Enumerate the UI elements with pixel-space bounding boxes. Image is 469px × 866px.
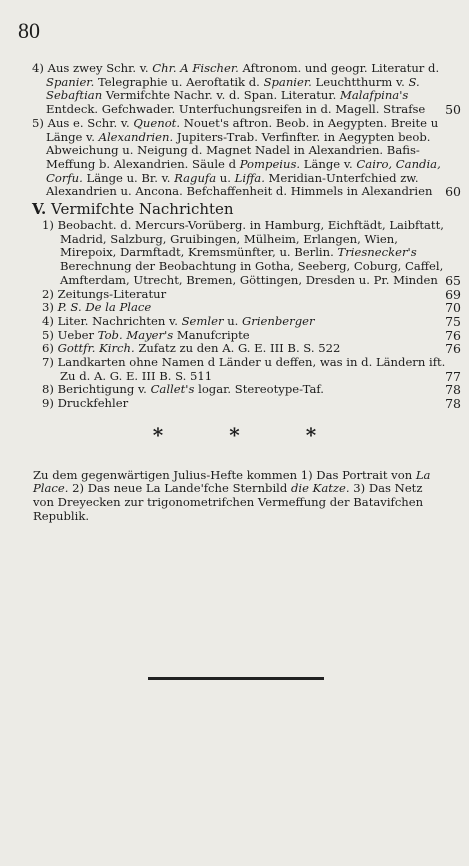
entry-text-run: Jupiters-Trab. Verfinfter. in Aegypten beob. Abweichung u. Neigung d. Magnet Nadel in Alexandrien. Bafis-Meffung b. Alexandrien. Säule d [46, 129, 431, 171]
star-glyph: * [229, 422, 240, 447]
toc-entry [0, 315, 469, 329]
italic-name: Malafpina's [340, 88, 409, 103]
entry-text-run: 8) Berichtigung v. [42, 382, 151, 397]
entry-text-run: Meridian-Unterfchied zw. Alexandrien u. Ancona. Befchaffenheit d. Himmels in Alexandrien [46, 170, 433, 199]
entry-text-run: Telegraphie u. Aeroftatik d. [94, 74, 264, 89]
entry-text-run: Zufatz zu den A. G. E. III B. S. 522 [134, 341, 341, 356]
supplement-note [0, 469, 469, 524]
toc-entry [0, 397, 469, 411]
italic-name: Gottfr. Kirch. [57, 341, 135, 356]
entry-text-run: 1) Beobacht. d. Mercurs-Vorüberg. in Hamburg, Eichftädt, Laibftatt, Madrid, Salzburg, Gruibingen, Mülheim, Erlangen, Wien, Mirepoix, Darmftadt, Kremsmünfter, u. Berlin. [42, 218, 444, 260]
stars-divider [0, 422, 469, 447]
entry-page-number: 77 [445, 368, 461, 384]
entry-page-number: 78 [445, 382, 461, 398]
entry-text-run: Länge u. Br. v. [82, 170, 175, 185]
horizontal-rule [148, 677, 324, 680]
entry-text-run: 7) Landkarten ohne Namen d Länder u deffen, was in d. Ländern ift. Zu d. A. G. E. III B. S. 511 [42, 355, 446, 383]
entry-text-run: logar. Stereotype-Taf. [194, 382, 324, 397]
italic-name: Chr. A Fischer. [152, 61, 239, 75]
entry-page-number: 78 [445, 396, 461, 412]
toc-entry [0, 356, 469, 383]
entry-text-run: Entdeck. Gefchwader. Unterfuchungsreifen in d. Magell. Strafse [46, 102, 426, 117]
section-heading [0, 201, 469, 217]
entry-text-run: Vermifchte Nachr. v. d. Span. Literatur. [102, 88, 340, 103]
italic-name: S. Sebaftian [46, 74, 420, 103]
italic-name: Triesnecker's [337, 245, 417, 260]
italic-name: La Place. [33, 467, 431, 496]
entry-text-run: u. [216, 170, 235, 185]
italic-name: Cairo, Candia, Corfu. [46, 156, 441, 185]
star-glyph: * [152, 422, 164, 447]
entry-text-run: Leuchtthurm v. [311, 74, 409, 89]
section-title: Vermifchte Nachrichten [51, 200, 234, 219]
entry-page-number: 70 [445, 300, 461, 316]
toc-entry [0, 329, 469, 343]
entry-text-run: Nouet's aftron. Beob. in Aegypten. Breite u Länge v. [46, 115, 439, 144]
entry-text-run: 3) Das Netz von Dreyecken zur trigonometrifchen Vermeffung der Batavifchen Republik. [33, 481, 424, 523]
italic-name: Grienberger [242, 313, 315, 328]
italic-name: Liffa. [234, 170, 265, 185]
italic-name: Ragufa [174, 170, 217, 185]
italic-name: die Katze. [290, 481, 350, 496]
entry-page-number: 50 [445, 102, 461, 118]
entries-sub [0, 219, 469, 411]
entry-text-run: 4) Aus zwey Schr. v. [32, 61, 153, 75]
italic-name: Pompeius. [239, 156, 301, 171]
toc-entry [0, 342, 469, 356]
table-of-contents [0, 62, 469, 524]
italic-name: Spanier. [46, 74, 95, 89]
italic-name: Alexandrien. [98, 129, 174, 144]
entry-text-run: Manufcripte [173, 327, 250, 342]
toc-entry [0, 301, 469, 315]
entry-page-number: 76 [445, 341, 461, 357]
star-glyph: * [305, 422, 317, 447]
entry-page-number: 75 [445, 313, 461, 329]
italic-name: Callet's [150, 382, 195, 397]
entry-text-run: Zu dem gegenwärtigen Julius-Hefte kommen 1) Das Portrait von [33, 467, 416, 482]
italic-name: P. S. De la Place [57, 300, 152, 315]
entry-page-number: 69 [445, 286, 461, 302]
entry-page-number: 65 [445, 272, 461, 288]
entry-text-run: 2) Das neue La Lande'fche Sternbild [68, 481, 291, 496]
italic-name: Spanier. [263, 74, 312, 89]
entry-text-run: Berechnung der Beobachtung in Gotha, Seeberg, Coburg, Caffel, Amfterdam, Utrecht, Bremen, Göttingen, Dresden u. Pr. Minden [60, 259, 444, 287]
toc-entry [0, 62, 469, 117]
toc-entry [0, 219, 469, 288]
entry-text-run: 4) Liter. Nachrichten v. [42, 313, 182, 328]
italic-name: Tob. Mayer's [97, 327, 174, 342]
entries-top [0, 62, 469, 199]
toc-entry [0, 117, 469, 199]
entry-text-run: Aftronom. und geogr. Literatur d. [238, 61, 440, 75]
entry-text-run: 5) Ueber [42, 327, 98, 342]
section-number: V. [32, 200, 47, 219]
entry-text-run: 3) [42, 300, 58, 315]
entry-text-run: u. [223, 313, 243, 328]
toc-entry [0, 383, 469, 397]
toc-entry [0, 288, 469, 302]
entry-text-run: Länge v. [300, 156, 357, 171]
entry-text-run: 6) [42, 341, 58, 356]
entry-page-number: 60 [445, 184, 461, 200]
page-number: 80 [18, 18, 40, 43]
italic-name: Quenot. [133, 115, 181, 130]
entry-text-run: 9) Druckfehler [42, 396, 129, 411]
entry-page-number: 76 [445, 327, 461, 343]
italic-name: Semler [181, 313, 224, 328]
entry-text-run: 2) Zeitungs-Literatur [42, 286, 167, 301]
entry-text-run: 5) Aus e. Schr. v. [32, 115, 134, 130]
